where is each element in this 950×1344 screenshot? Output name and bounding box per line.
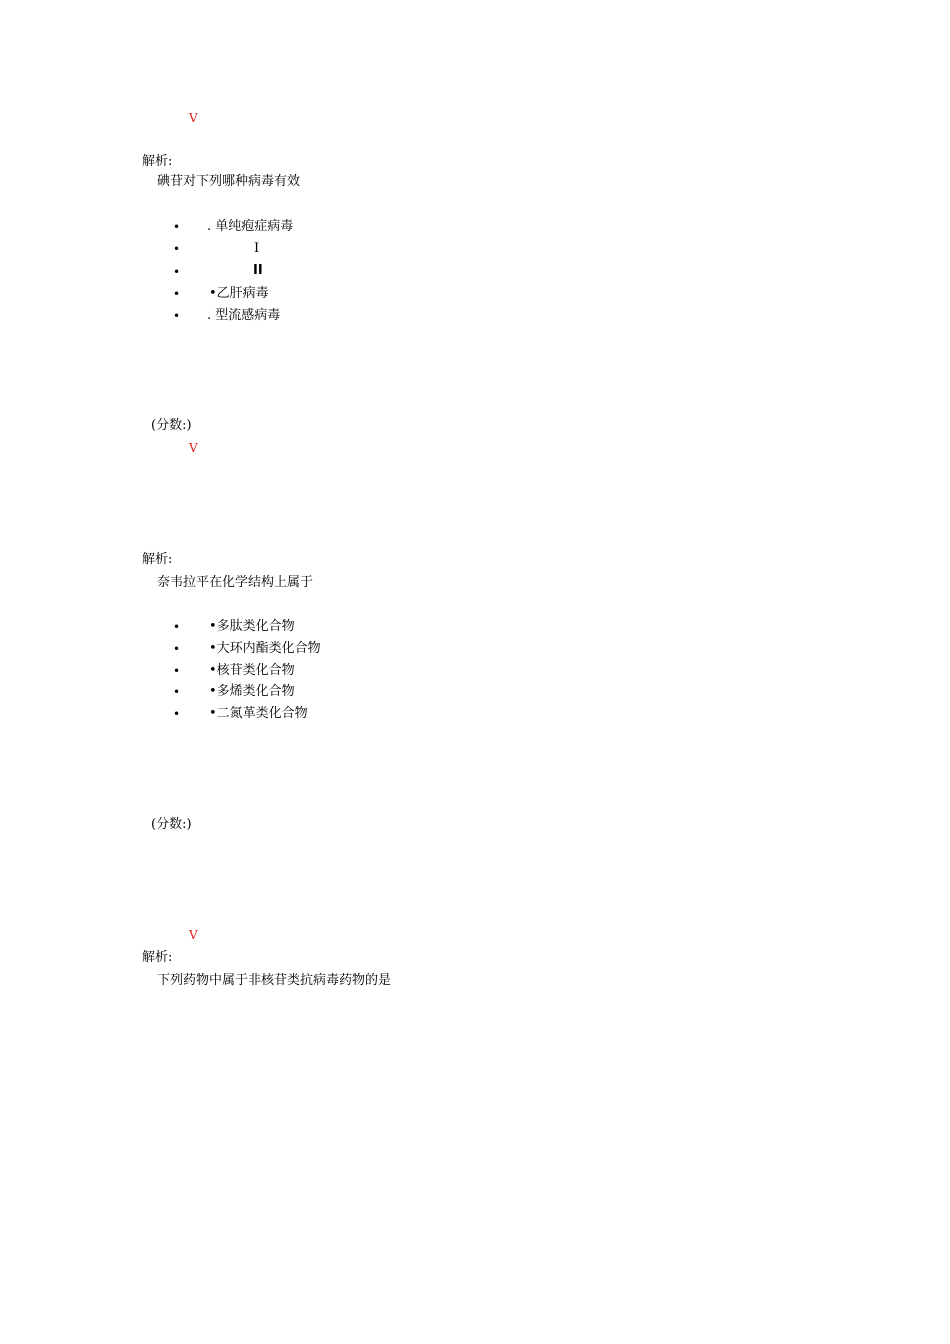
score-label: (分数:): [151, 817, 192, 832]
question-text: 碘苷对下列哪种病毒有效: [157, 174, 301, 189]
option-label: . 型流感病毒: [207, 308, 281, 323]
option-label: •大环内酯类化合物: [209, 641, 321, 656]
option-label: I: [254, 241, 260, 256]
question-text: 下列药物中属于非核苷类抗病毒药物的是: [157, 973, 392, 988]
score-label: (分数:): [151, 418, 192, 433]
correct-check-mark: V: [189, 111, 198, 125]
bullet-marker: •: [173, 220, 181, 234]
bullet-marker: •: [173, 707, 181, 721]
bullet-marker: •: [173, 242, 181, 256]
analysis-label: 解析:: [142, 154, 173, 169]
option-label: •核苷类化合物: [209, 663, 295, 678]
option-label: •乙肝病毒: [209, 286, 269, 301]
bullet-marker: •: [173, 265, 181, 279]
option-label: . 单纯疱症病毒: [207, 219, 294, 234]
analysis-label: 解析:: [142, 950, 173, 965]
option-label: •二氮革类化合物: [209, 706, 308, 721]
bullet-marker: •: [173, 685, 181, 699]
correct-check-mark: V: [189, 441, 198, 455]
correct-check-mark: V: [189, 928, 198, 942]
analysis-label: 解析:: [142, 552, 173, 567]
bullet-marker: •: [173, 620, 181, 634]
option-label: II: [253, 263, 263, 278]
option-label: •多肽类化合物: [209, 619, 295, 634]
bullet-marker: •: [173, 664, 181, 678]
bullet-marker: •: [173, 287, 181, 301]
bullet-marker: •: [173, 309, 181, 323]
bullet-marker: •: [173, 642, 181, 656]
option-label: •多烯类化合物: [209, 684, 295, 699]
question-text: 奈韦拉平在化学结构上属于: [157, 575, 314, 590]
